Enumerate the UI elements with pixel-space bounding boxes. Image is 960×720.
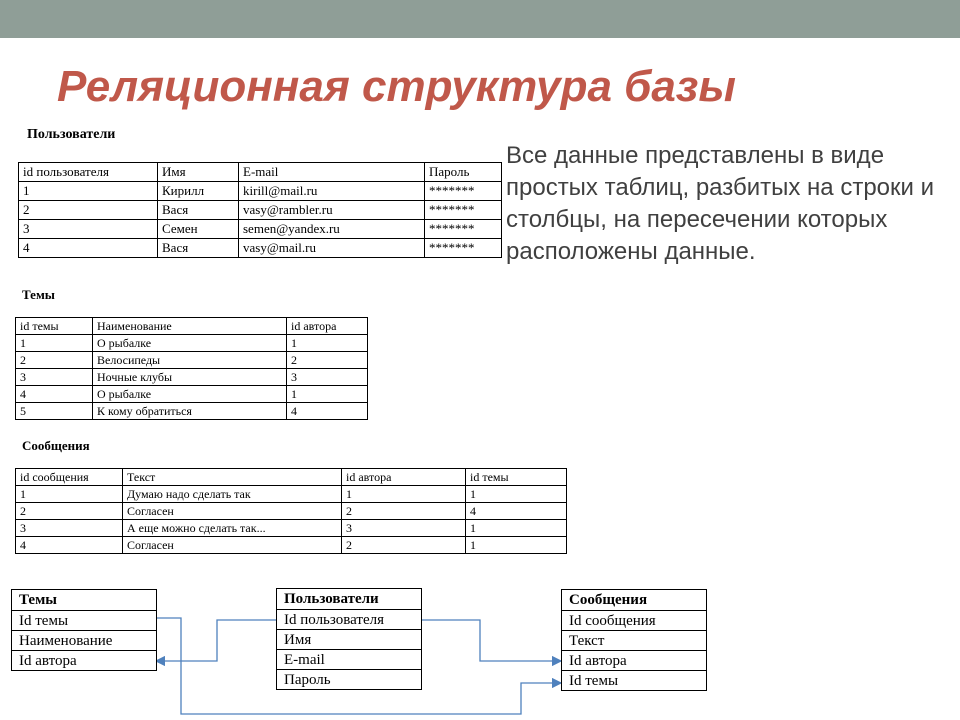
table-cell: А еще можно сделать так...: [123, 520, 342, 537]
table-header-cell: E-mail: [239, 163, 425, 182]
table-header-cell: Имя: [158, 163, 239, 182]
table-cell: 2: [342, 537, 466, 554]
table-cell: 3: [16, 520, 123, 537]
table-cell: Согласен: [123, 537, 342, 554]
table-cell: 3: [287, 369, 368, 386]
table-cell: О рыбалке: [93, 335, 287, 352]
table-cell: 1: [466, 520, 567, 537]
table-cell: *******: [425, 239, 502, 258]
schema-users-field-name: Имя: [277, 629, 421, 649]
table-cell: Велосипеды: [93, 352, 287, 369]
table-header-cell: id темы: [16, 318, 93, 335]
table-cell: 3: [16, 369, 93, 386]
schema-messages-field-text: Текст: [562, 630, 706, 650]
table-header-cell: Пароль: [425, 163, 502, 182]
table-cell: kirill@mail.ru: [239, 182, 425, 201]
link-users-to-topics-author: [156, 620, 276, 661]
schema-topics-title: Темы: [19, 592, 58, 608]
table-cell: Кирилл: [158, 182, 239, 201]
slide-title: Реляционная структура базы: [57, 62, 736, 111]
table-cell: Семен: [158, 220, 239, 239]
table-cell: Вася: [158, 239, 239, 258]
table-cell: *******: [425, 201, 502, 220]
link-users-to-messages-author: [420, 620, 561, 661]
messages-table-caption: Сообщения: [22, 438, 90, 453]
table-cell: 2: [19, 201, 158, 220]
schema-topics-box: [11, 589, 157, 671]
table-cell: vasy@mail.ru: [239, 239, 425, 258]
table-cell: 2: [287, 352, 368, 369]
table-cell: Вася: [158, 201, 239, 220]
table-cell: 4: [16, 537, 123, 554]
table-cell: 4: [287, 403, 368, 420]
table-header-cell: id автора: [287, 318, 368, 335]
table-cell: *******: [425, 182, 502, 201]
table-cell: 3: [342, 520, 466, 537]
schema-messages-field-topic: Id темы: [562, 670, 706, 690]
table-cell: 4: [19, 239, 158, 258]
schema-topics-field-author: Id автора: [12, 650, 156, 670]
table-cell: 2: [342, 503, 466, 520]
table-header-cell: id сообщения: [16, 469, 123, 486]
schema-messages-title: Сообщения: [569, 592, 648, 608]
table-cell: 1: [466, 486, 567, 503]
table-cell: 1: [16, 486, 123, 503]
table-cell: 1: [287, 335, 368, 352]
users-table-caption: Пользователи: [27, 127, 116, 142]
schema-messages-field-id: Id сообщения: [562, 610, 706, 630]
table-cell: 5: [16, 403, 93, 420]
schema-users-field-email: E-mail: [277, 649, 421, 669]
table-cell: К кому обратиться: [93, 403, 287, 420]
table-cell: О рыбалке: [93, 386, 287, 403]
table-cell: 1: [466, 537, 567, 554]
schema-topics-field-id: Id темы: [12, 610, 156, 630]
table-header-cell: id темы: [466, 469, 567, 486]
table-cell: semen@yandex.ru: [239, 220, 425, 239]
schema-topics-field-name: Наименование: [12, 630, 156, 650]
table-cell: vasy@rambler.ru: [239, 201, 425, 220]
table-cell: 1: [287, 386, 368, 403]
table-header-cell: Текст: [123, 469, 342, 486]
table-cell: 1: [16, 335, 93, 352]
schema-users-field-password: Пароль: [277, 669, 421, 689]
description-text: Все данные представлены в виде простых таблиц, разбитых на строки и столбцы, на пересечении которых расположены данные.: [506, 142, 934, 265]
table-cell: 4: [16, 386, 93, 403]
table-cell: 4: [466, 503, 567, 520]
table-cell: 2: [16, 352, 93, 369]
topics-table-caption: Темы: [22, 287, 55, 302]
schema-messages-box: [561, 589, 707, 691]
schema-messages-field-author: Id автора: [562, 650, 706, 670]
schema-users-box: [276, 588, 422, 690]
table-cell: Согласен: [123, 503, 342, 520]
table-cell: Ночные клубы: [93, 369, 287, 386]
schema-users-field-id: Id пользователя: [277, 609, 421, 629]
table-cell: 1: [342, 486, 466, 503]
schema-users-title: Пользователи: [284, 591, 379, 607]
table-cell: Думаю надо сделать так: [123, 486, 342, 503]
table-header-cell: Наименование: [93, 318, 287, 335]
table-cell: 1: [19, 182, 158, 201]
table-header-cell: id автора: [342, 469, 466, 486]
table-header-cell: id пользователя: [19, 163, 158, 182]
table-cell: 3: [19, 220, 158, 239]
table-cell: *******: [425, 220, 502, 239]
table-cell: 2: [16, 503, 123, 520]
